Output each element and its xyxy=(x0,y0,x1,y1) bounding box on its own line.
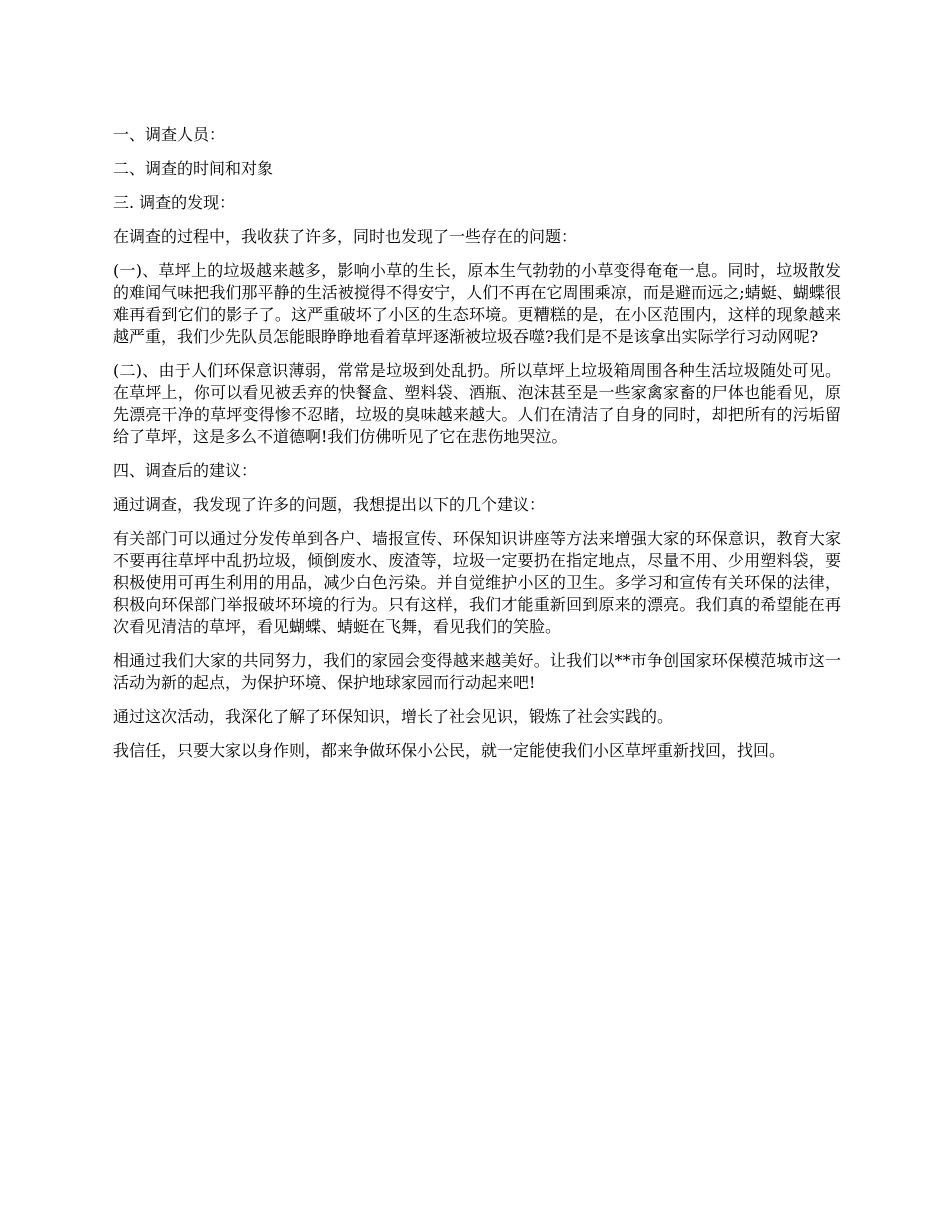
finding-one-paragraph: (一)、草坪上的垃圾越来越多，影响小草的生长，原本生气勃勃的小草变得奄奄一息。同时，垃圾散发的难闻气味把我们那平静的生活被搅得不得安宁，人们不再在它周围乘凉，而是避而远之;蜻蜓、蝴蝶很难再看到它们的影子了。这严重破坏了小区的生态环境。更糟糕的是，在小区范围内，这样的现象越来越严重，我们少先队员怎能眼睁睁地看着草坪逐渐被垃圾吞噬?我们是不是该拿出实际学行习动网呢? xyxy=(113,261,841,346)
finding-two-paragraph: (二)、由于人们环保意识薄弱，常常是垃圾到处乱扔。所以草坪上垃圾箱周围各种生活垃圾随处可见。在草坪上，你可以看见被丢弃的快餐盒、塑料袋、酒瓶、泡沫甚至是一些家禽家畜的尸体也能看见，原先漂亮干净的草坪变得惨不忍睹，垃圾的臭味越来越大。人们在清洁了自身的同时，却把所有的污垢留给了草坪，这是多么不道德啊!我们仿佛听见了它在悲伤地哭泣。 xyxy=(113,361,841,446)
heading-survey-members: 一、调查人员： xyxy=(113,125,226,144)
suggestions-intro-paragraph: 通过调查，我发现了许多的问题，我想提出以下的几个建议： xyxy=(113,495,546,514)
call-to-action-paragraph: 相通过我们大家的共同努力，我们的家园会变得越来越美好。让我们以**市争创国家环保模范城市这一活动为新的起点，为保护环境、保护地球家园而行动起来吧! xyxy=(113,651,841,692)
findings-intro-paragraph: 在调查的过程中，我收获了许多，同时也发现了一些存在的问题： xyxy=(113,227,578,246)
document-body xyxy=(113,124,841,774)
heading-survey-time-and-subjects: 二、调查的时间和对象 xyxy=(113,159,274,178)
suggestions-detail-paragraph: 有关部门可以通过分发传单到各户、墙报宣传、环保知识讲座等方法来增强大家的环保意识，教育大家不要再往草坪中乱扔垃圾，倾倒废水、废渣等，垃圾一定要扔在指定地点，尽量不用、少用塑料袋，要积极使用可再生利用的用品，减少白色污染。并自觉维护小区的卫生。多学习和宣传有关环保的法律，积极向环保部门举报破坏环境的行为。只有这样，我们才能重新回到原来的漂亮。我们真的希望能在再次看见清洁的草坪，看见蝴蝶、蜻蜓在飞舞，看见我们的笑脸。 xyxy=(113,529,841,636)
activity-summary-paragraph: 通过这次活动，我深化了解了环保知识，增长了社会见识，锻炼了社会实践的。 xyxy=(113,707,674,726)
heading-suggestions: 四、调查后的建议： xyxy=(113,461,258,480)
heading-survey-findings: 三. 调查的发现： xyxy=(113,193,236,212)
closing-paragraph: 我信任，只要大家以身作则，都来争做环保小公民，就一定能使我们小区草坪重新找回，找回。 xyxy=(113,741,786,760)
